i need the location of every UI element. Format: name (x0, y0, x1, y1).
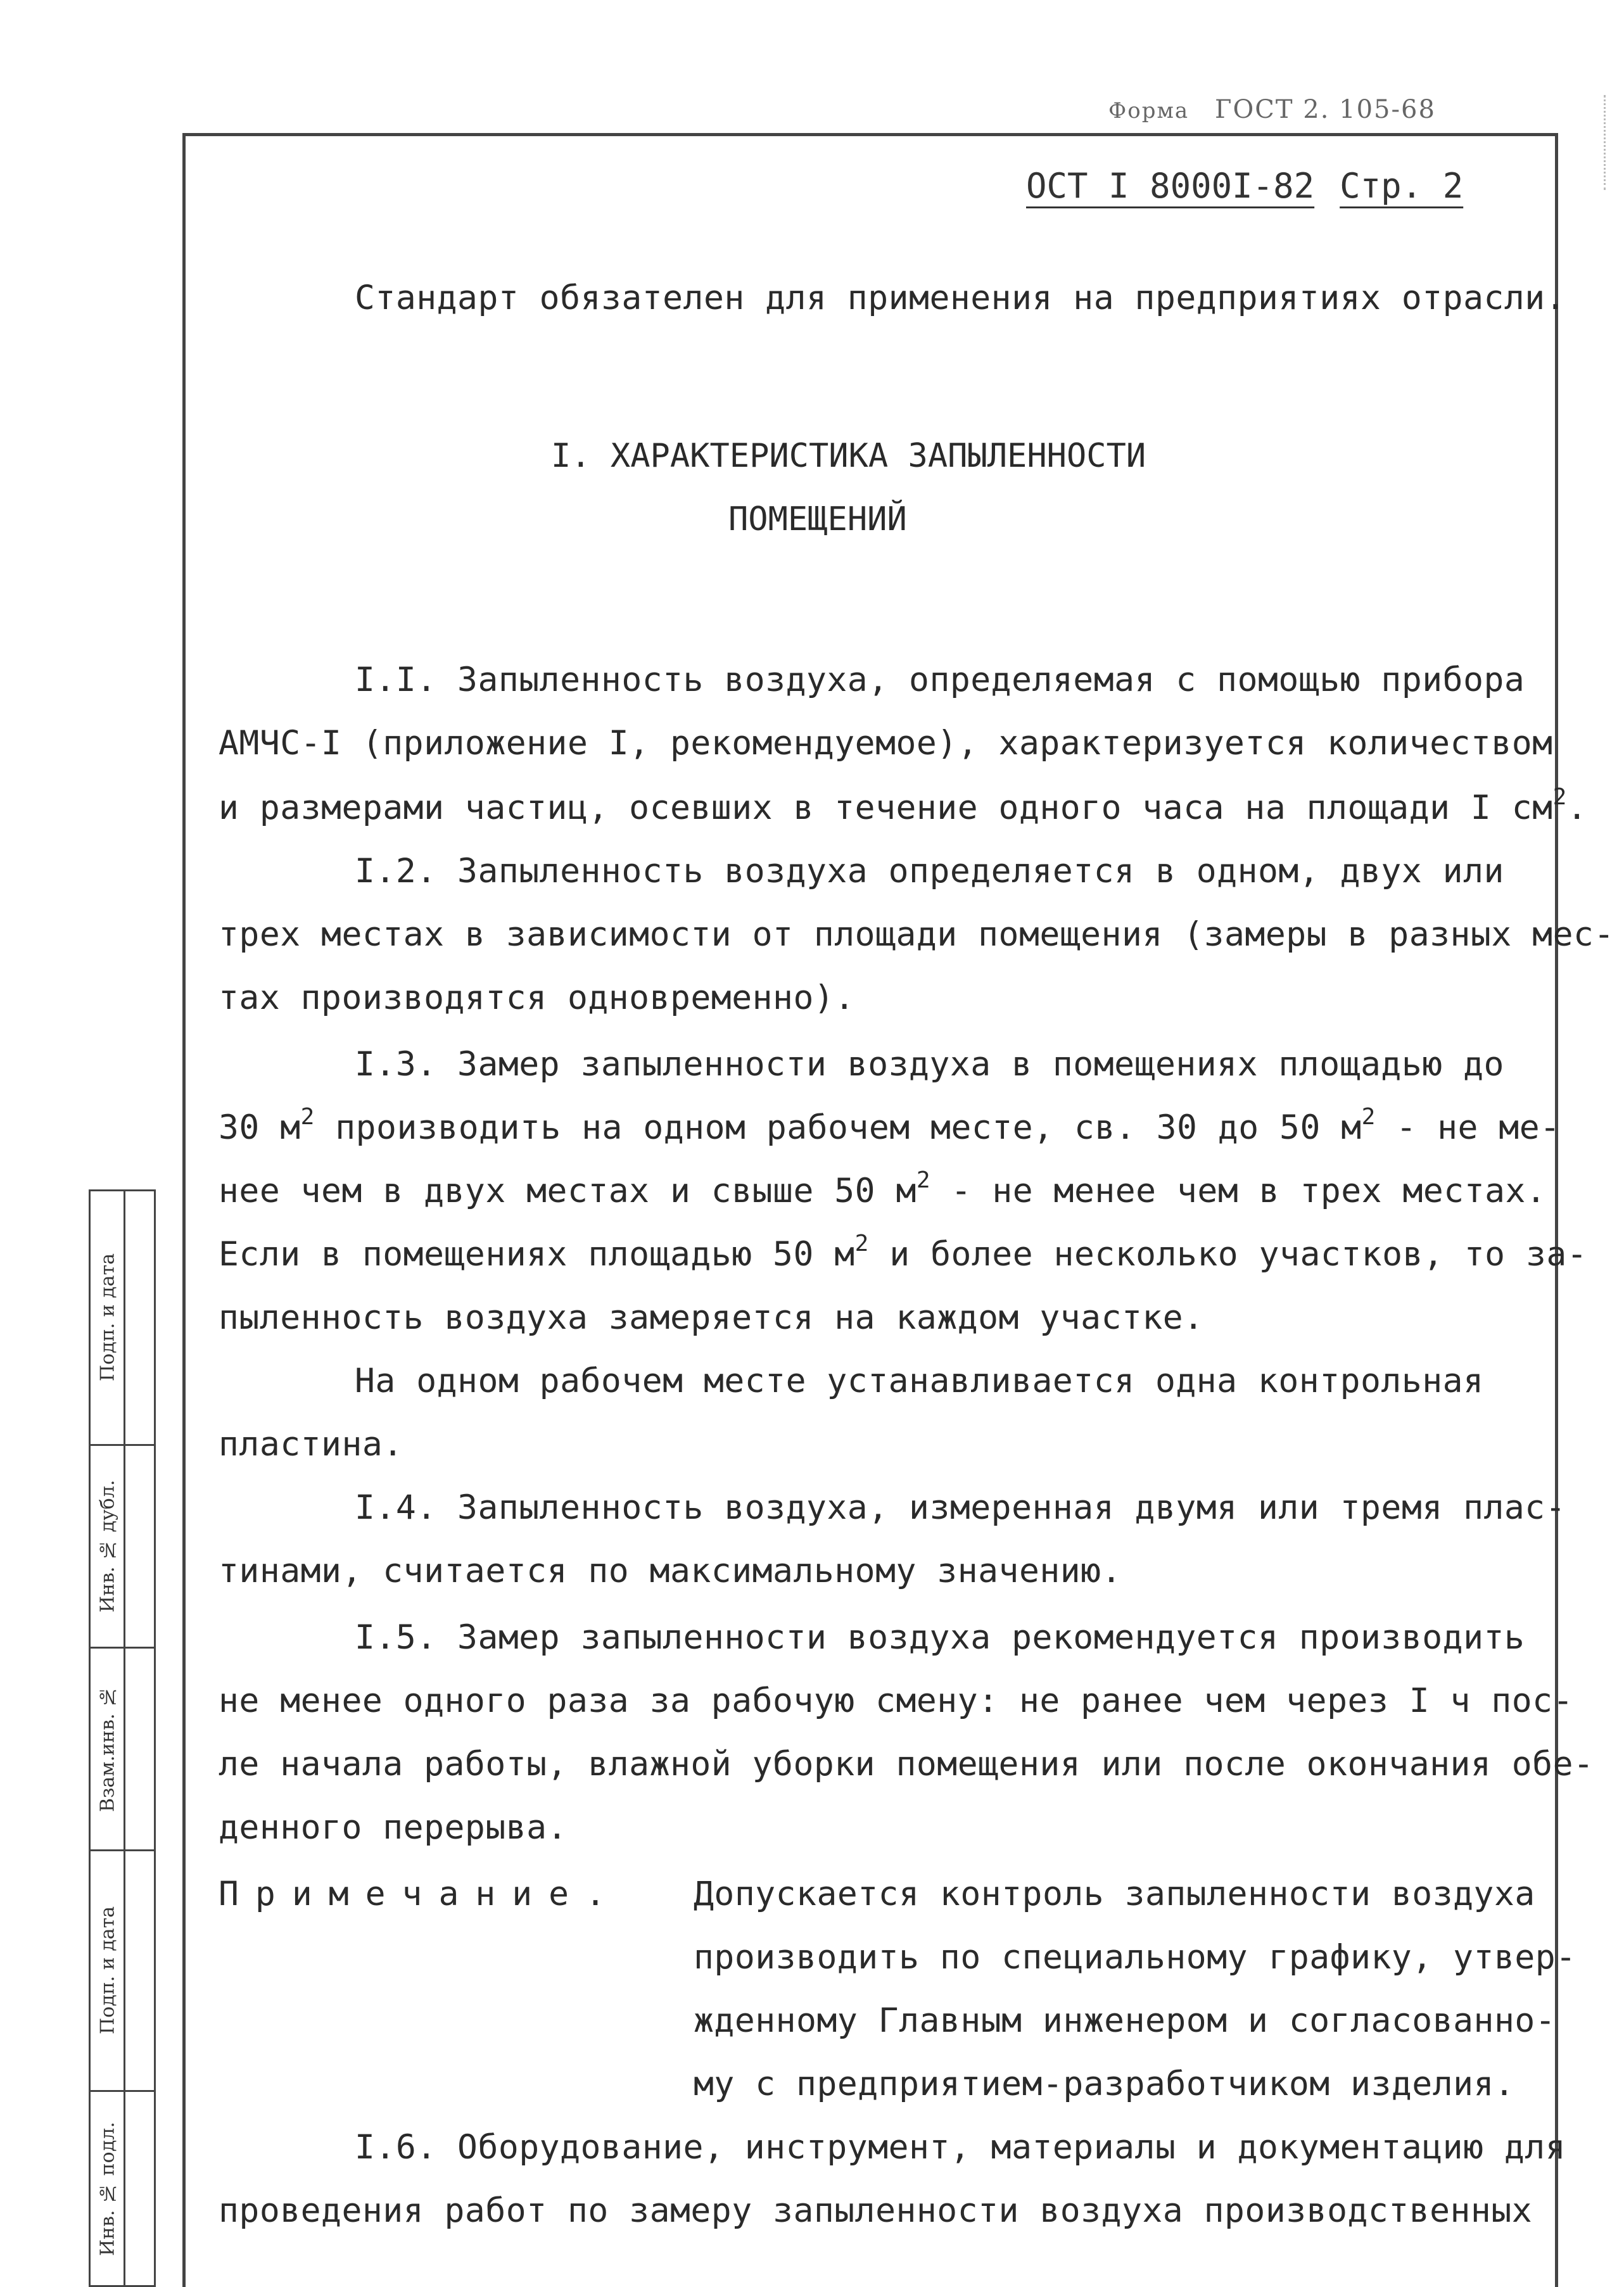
para-1-3-line1: I.3. Замер запыленности воздуха в помещениях площадью до (355, 1045, 1504, 1084)
page-number: Стр. 2 (1340, 166, 1464, 206)
para-1-4-line1: I.4. Запыленность воздуха, измеренная двумя или тремя плас- (355, 1488, 1566, 1527)
para-1-5-line2: не менее одного раза за рабочую смену: не ранее чем через I ч пос- (219, 1682, 1573, 1720)
sidebar-podp-data-bottom: Подп. и дата (96, 1906, 119, 2035)
para-1-3b-line1: На одном рабочем месте устанавливается одна контрольная (355, 1362, 1484, 1400)
sidebar-stamp-inner-col (125, 1189, 156, 2287)
para-1-6-line1: I.6. Оборудование, инструмент, материалы и документацию для (355, 2128, 1566, 2167)
sidebar-inv-podl: Инв. № подл. (96, 2122, 119, 2256)
form-label (1108, 95, 1436, 124)
note-line1: Допускается контроль запыленности воздуха (694, 1875, 1535, 1913)
para-1-5-line1: I.5. Замер запыленности воздуха рекомендуется производить (355, 1618, 1525, 1657)
para-1-3-line5: пыленность воздуха замеряется на каждом участке. (219, 1298, 1204, 1337)
para-1-2-line3: тах производятся одновременно). (219, 979, 855, 1017)
para-1-1-line3: и размерами частиц, осевших в течение одного часа на площади I $см^2$. (219, 784, 1588, 827)
para-1-2-line1: I.2. Запыленность воздуха определяется в одном, двух или (355, 852, 1504, 890)
note-line2: производить по специальному графику, утвер- (694, 1938, 1576, 1977)
para-1-5-line3: ле начала работы, влажной уборки помещения или после окончания обе- (219, 1745, 1594, 1783)
para-1-3-line3: нее чем в двух местах и свыше 50 $м^2$ - не менее чем в трех местах. (219, 1167, 1547, 1210)
section-title-line2: ПОМЕЩЕНИЙ (728, 500, 907, 538)
para-1-6-line2: проведения работ по замеру запыленности воздуха производственных (219, 2191, 1533, 2230)
para-1-4-line2: тинами, считается по максимальному значению. (219, 1552, 1122, 1590)
para-1-1-line2: АМЧС-I (приложение I, рекомендуемое), характеризуется количеством (219, 724, 1553, 763)
para-1-1-line1: I.I. Запыленность воздуха, определяемая с помощью прибора (355, 661, 1525, 699)
scan-margin-mark (1604, 95, 1608, 190)
doc-number: ОСТ I 8000I-82 (1026, 166, 1315, 206)
para-1-5-line4: денного перерыва. (219, 1808, 568, 1847)
sidebar-podp-data-top: Подп. и дата (96, 1253, 119, 1382)
sidebar-divider (89, 1647, 156, 1649)
para-1-3-line2: 30 $м^2$ производить на одном рабочем месте, св. 30 до 50 $м^2$ - не ме- (219, 1104, 1561, 1147)
sidebar-vzam-inv: Взам.инв. № (96, 1685, 119, 1813)
note-line3: жденному Главным инженером и согласованно- (694, 2001, 1556, 2040)
sidebar-divider (89, 1444, 156, 1446)
para-1-2-line2: трех местах в зависимости от площади помещения (замеры в разных мес- (219, 915, 1614, 954)
section-title-line1: I. ХАРАКТЕРИСТИКА ЗАПЫЛЕННОСТИ (551, 437, 1146, 475)
form-gost: ГОСТ 2. 105-68 (1215, 95, 1436, 124)
form-word: Форма (1108, 98, 1189, 124)
intro-text: Стандарт обязателен для применения на предприятиях отрасли. (355, 279, 1566, 317)
para-1-3b-line2: пластина. (219, 1425, 403, 1464)
document-id (1026, 166, 1463, 206)
note-label: Примечание. (219, 1875, 622, 1913)
sidebar-divider (89, 1849, 156, 1851)
sidebar-divider (89, 2090, 156, 2092)
para-1-3-line4: Если в помещениях площадью 50 $м^2$ и более несколько участков, то за- (219, 1231, 1588, 1274)
sidebar-inv-dubl: Инв. № дубл. (96, 1479, 119, 1612)
note-line4: му с предприятием-разработчиком изделия. (694, 2065, 1515, 2103)
